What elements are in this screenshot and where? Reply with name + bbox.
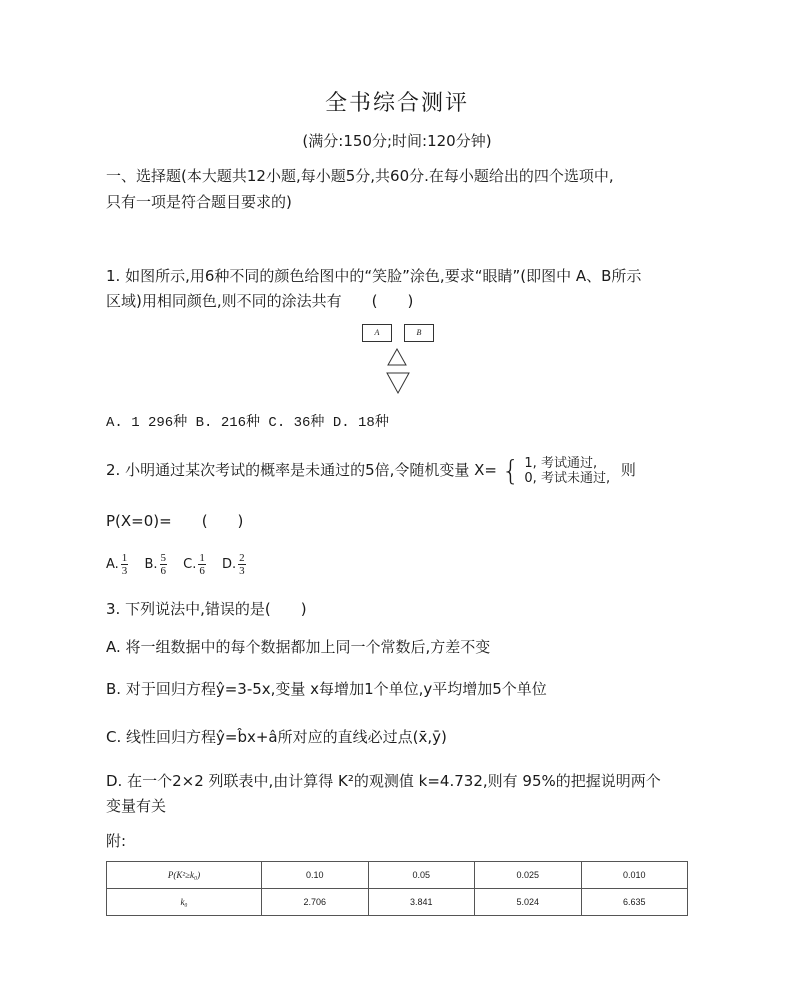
nose-triangle — [388, 349, 406, 365]
table-cell: 0.025 — [475, 862, 582, 889]
table-row — [107, 862, 688, 889]
section-heading-line2: 只有一项是符合题目要求的) — [106, 193, 292, 211]
q3-option-d-line1: D. 在一个2×2 列联表中,由计算得 K²的观测值 k=4.732,则有 95%的把握说明两个 — [106, 772, 661, 790]
q2-opt-c-label: C. — [183, 557, 197, 572]
mouth-triangle — [387, 373, 409, 393]
smiley-face-figure — [383, 346, 413, 396]
q2-opt-b-label: B. — [144, 557, 158, 572]
table-cell: P(K²≥k₀) — [107, 862, 262, 889]
q3-option-d-line2: 变量有关 — [106, 797, 167, 815]
table-row — [107, 889, 688, 916]
table-cell: 0.010 — [581, 862, 688, 889]
q1-line1: 1. 如图所示,用6种不同的颜色给图中的“笑脸”涂色,要求“眼睛”(即图中 A、B所示 — [106, 267, 642, 285]
brace-icon: { — [501, 454, 520, 487]
q2-opt-b-fraction: $\frac{5}{6}$ — [160, 552, 166, 577]
section-heading-line1: 一、选择题(本大题共12小题,每小题5分,共60分.在每小题给出的四个选项中, — [106, 167, 614, 185]
page-title: 全书综合测评 — [324, 91, 469, 116]
q2-line2: P(X=0)= ( ) — [106, 512, 244, 530]
q2-opt-a-label: A. — [106, 557, 119, 572]
table-cell: 3.841 — [368, 889, 475, 916]
q2-piecewise — [502, 454, 610, 487]
q2-then: 则 — [620, 461, 636, 479]
q3-stem: 3. 下列说法中,错误的是( ) — [106, 600, 307, 618]
q1-options: A. 1 296种 B. 216种 C. 36种 D. 18种 — [106, 415, 389, 431]
q3-option-a: A. 将一组数据中的每个数据都加上同一个常数后,方差不变 — [106, 638, 491, 656]
eye-region-a: A — [362, 324, 392, 342]
q2-case1: 1, 考试通过, — [524, 455, 598, 471]
table-cell: 0.10 — [262, 862, 369, 889]
q3-option-b: B. 对于回归方程ŷ=3-5x,变量 x每增加1个单位,y平均增加5个单位 — [106, 680, 547, 698]
critical-value-table — [106, 861, 688, 916]
q2-line1 — [106, 454, 636, 487]
q3-option-c: C. 线性回归方程ŷ=b̂x+â所对应的直线必过点(x̄,ȳ) — [106, 728, 447, 746]
q2-case2: 0, 考试未通过, — [524, 470, 611, 486]
table-cell: 6.635 — [581, 889, 688, 916]
appendix-label: 附: — [106, 832, 127, 850]
q2-opt-d-label: D. — [222, 557, 237, 572]
q2-options — [106, 552, 248, 577]
table-cell: 5.024 — [475, 889, 582, 916]
q2-opt-d-fraction: $\frac{2}{3}$ — [239, 552, 245, 577]
eye-region-b: B — [404, 324, 434, 342]
q2-opt-a-fraction: $\frac{1}{3}$ — [121, 552, 128, 577]
q2-stem: 2. 小明通过某次考试的概率是未通过的5倍,令随机变量 X= — [106, 461, 498, 479]
table-cell: 0.05 — [368, 862, 475, 889]
table-cell: 2.706 — [262, 889, 369, 916]
table-cell: k₀ — [107, 889, 262, 916]
q2-opt-c-fraction: $\frac{1}{6}$ — [199, 552, 205, 577]
q1-line2: 区域)用相同颜色,则不同的涂法共有 ( ) — [106, 292, 414, 310]
page-subtitle: (满分:150分;时间:120分钟) — [302, 132, 492, 150]
